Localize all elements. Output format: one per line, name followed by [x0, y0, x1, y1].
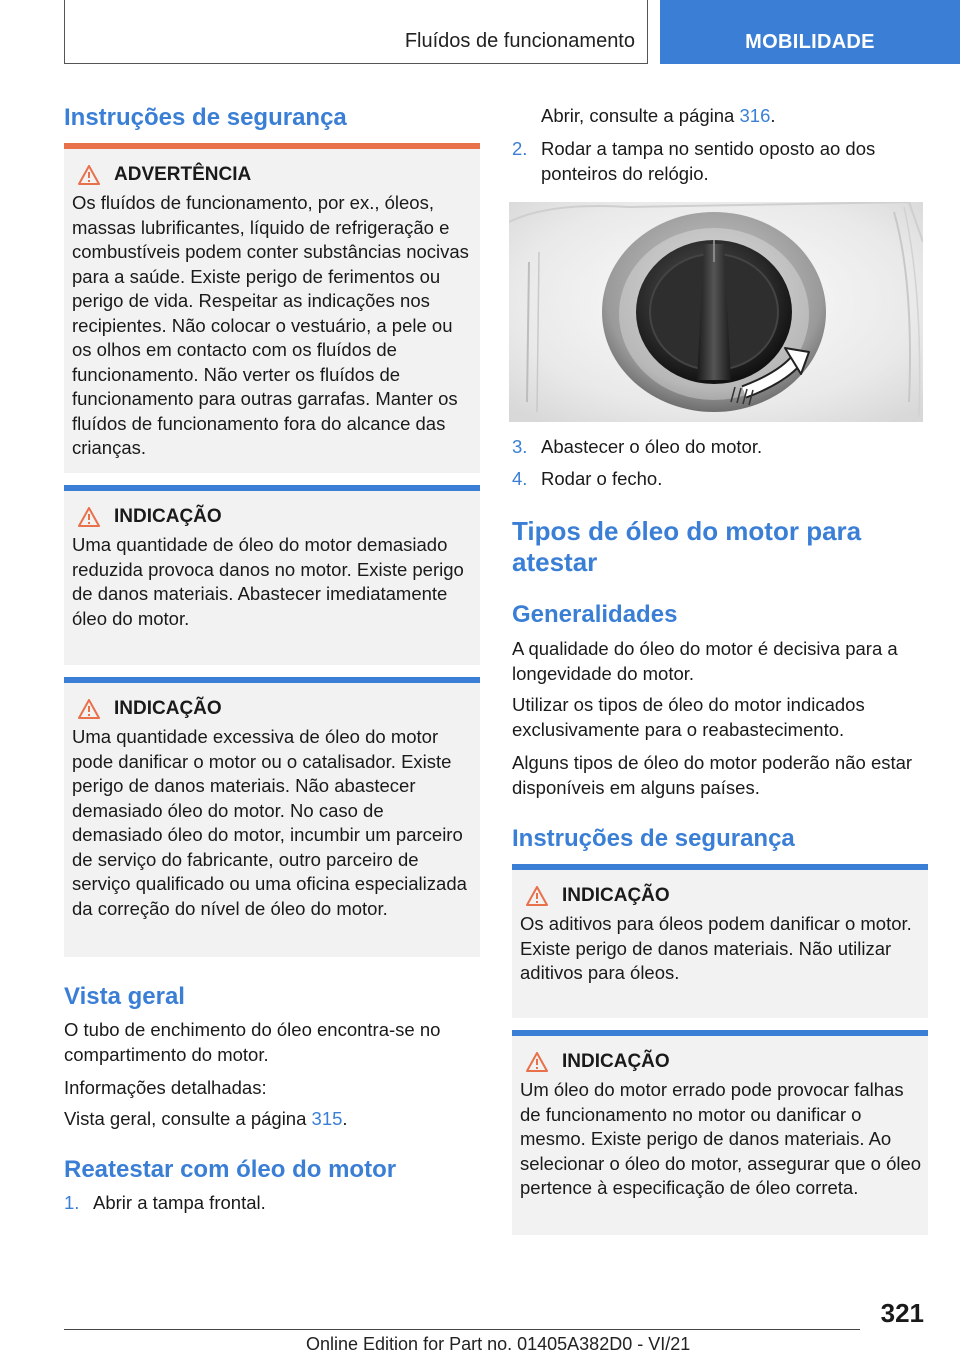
notice-title-2: INDICAÇÃO: [114, 698, 222, 719]
notice-text-2: Uma quantidade excessiva de óleo do motor pode danificar o motor ou o catalisador. Existe perigo de danos materiais. Não abastecer demasiado óleo do motor. No caso de demasiado óleo do motor, incumbir um parceiro de serviço do fabricante, outro parceiro de serviço qualificado ou uma oficina especializada da correção do nível de óleo do motor.: [72, 726, 467, 919]
step-2: [512, 137, 928, 187]
notice-title-1: INDICAÇÃO: [114, 506, 222, 527]
notice-triangle-icon: [78, 699, 100, 719]
step-reference-text: Abrir, consulte a página: [541, 105, 740, 126]
notice-box-1: [64, 485, 480, 665]
page-link-315[interactable]: 315: [311, 1108, 343, 1129]
step-text: [541, 104, 928, 129]
step-number: 4.: [512, 468, 528, 489]
notice-text-1: Uma quantidade de óleo do motor demasiado reduzida provoca danos no motor. Existe perigo de danos materiais. Abastecer imediatamente óleo do motor.: [72, 534, 464, 629]
notice-triangle-icon: [526, 886, 548, 906]
notice-box-3: [512, 864, 928, 1018]
warning-title-row: [78, 161, 474, 189]
general-paragraph-1: A qualidade do óleo do motor é decisiva para a longevidade do motor.: [512, 638, 898, 684]
overview-paragraph-3: [64, 1107, 480, 1132]
warning-text: Os fluídos de funcionamento, por ex., óleos, massas lubrificantes, líquido de refrigeração e combustíveis podem conter substâncias nocivas para a saúde. Existe perigo de ferimentos ou perigo de vida. Respeitar as indicações nos recipientes. Não colocar o vestuário, a pele ou os olhos em contacto com os fluídos de funcionamento. Não verter os fluídos de funcionamento para outras garrafas. Manter os fluídos de funcionamento fora do alcance das crianças.: [72, 192, 469, 458]
page-number: 321: [880, 1298, 924, 1328]
general-paragraph-3: Alguns tipos de óleo do motor poderão não estar disponíveis em alguns países.: [512, 752, 913, 798]
step-number: 2.: [512, 138, 528, 159]
warning-title: ADVERTÊNCIA: [114, 164, 252, 185]
overview-reference-text: Vista geral, consulte a página: [64, 1108, 312, 1129]
overview-paragraph-2: Informações detalhadas:: [64, 1077, 267, 1098]
step-4: [512, 467, 928, 492]
safety-heading-right: Instruções de segurança: [512, 825, 795, 852]
warning-triangle-icon: [78, 165, 100, 185]
footer-edition: Online Edition for Part no. 01405A382D0 - VI/21: [306, 1334, 691, 1354]
step-text: Rodar a tampa no sentido oposto ao dos ponteiros do relógio.: [541, 138, 876, 184]
notice-title-row-1: [78, 503, 474, 531]
warning-box: [64, 143, 480, 473]
oil-cap-illustration: [509, 202, 923, 422]
oil-filler-cap-photo: [509, 202, 923, 422]
step-text: Abastecer o óleo do motor.: [541, 436, 763, 457]
header-chapter-box: [64, 0, 648, 64]
page-link-316[interactable]: 316: [739, 105, 771, 126]
notice-title-4: INDICAÇÃO: [562, 1051, 670, 1072]
footer-divider: [64, 1329, 860, 1330]
general-heading: Generalidades: [512, 601, 678, 628]
overview-paragraph-1: O tubo de enchimento do óleo encontra-se no compartimento do motor.: [64, 1019, 441, 1065]
step-number: 3.: [512, 436, 528, 457]
notice-text-4: Um óleo do motor errado pode provocar falhas de funcionamento no motor ou danificar o mesmo. Existe perigo de danos materiais. Ao selecionar o óleo do motor, assegurar que o óleo pertence à especificação de óleo correta.: [520, 1079, 922, 1198]
safety-heading-left: Instruções de segurança: [64, 104, 347, 131]
step-1: [64, 1191, 480, 1216]
notice-title-row-4: [526, 1048, 922, 1076]
step-reference-end: .: [770, 105, 776, 126]
step-text: Rodar o fecho.: [541, 468, 663, 489]
step-3: [512, 435, 928, 460]
overview-reference-end: .: [342, 1108, 348, 1129]
overview-heading: Vista geral: [64, 983, 185, 1010]
step-number: 1.: [64, 1192, 80, 1213]
refill-heading: Reatestar com óleo do motor: [64, 1156, 397, 1183]
notice-title-row-2: [78, 695, 474, 723]
notice-triangle-icon: [526, 1052, 548, 1072]
general-paragraph-2: Utilizar os tipos de óleo do motor indicados exclusivamente para o reabastecimento.: [512, 694, 865, 740]
step-text: Abrir a tampa frontal.: [93, 1192, 266, 1213]
notice-title-row-3: [526, 882, 922, 910]
step-1-continued: [512, 104, 928, 129]
oil-types-heading: Tipos de óleo do motor para atestar: [512, 516, 862, 577]
notice-text-3: Os aditivos para óleos podem danificar o motor. Existe perigo de danos materiais. Não utilizar aditivos para óleos.: [520, 913, 912, 983]
header-chapter-title: Fluídos de funcionamento: [404, 30, 635, 52]
header-section-tab[interactable]: MOBILIDADE: [660, 0, 960, 64]
notice-triangle-icon: [78, 507, 100, 527]
notice-box-2: [64, 677, 480, 957]
notice-title-3: INDICAÇÃO: [562, 885, 670, 906]
notice-box-4: [512, 1030, 928, 1235]
